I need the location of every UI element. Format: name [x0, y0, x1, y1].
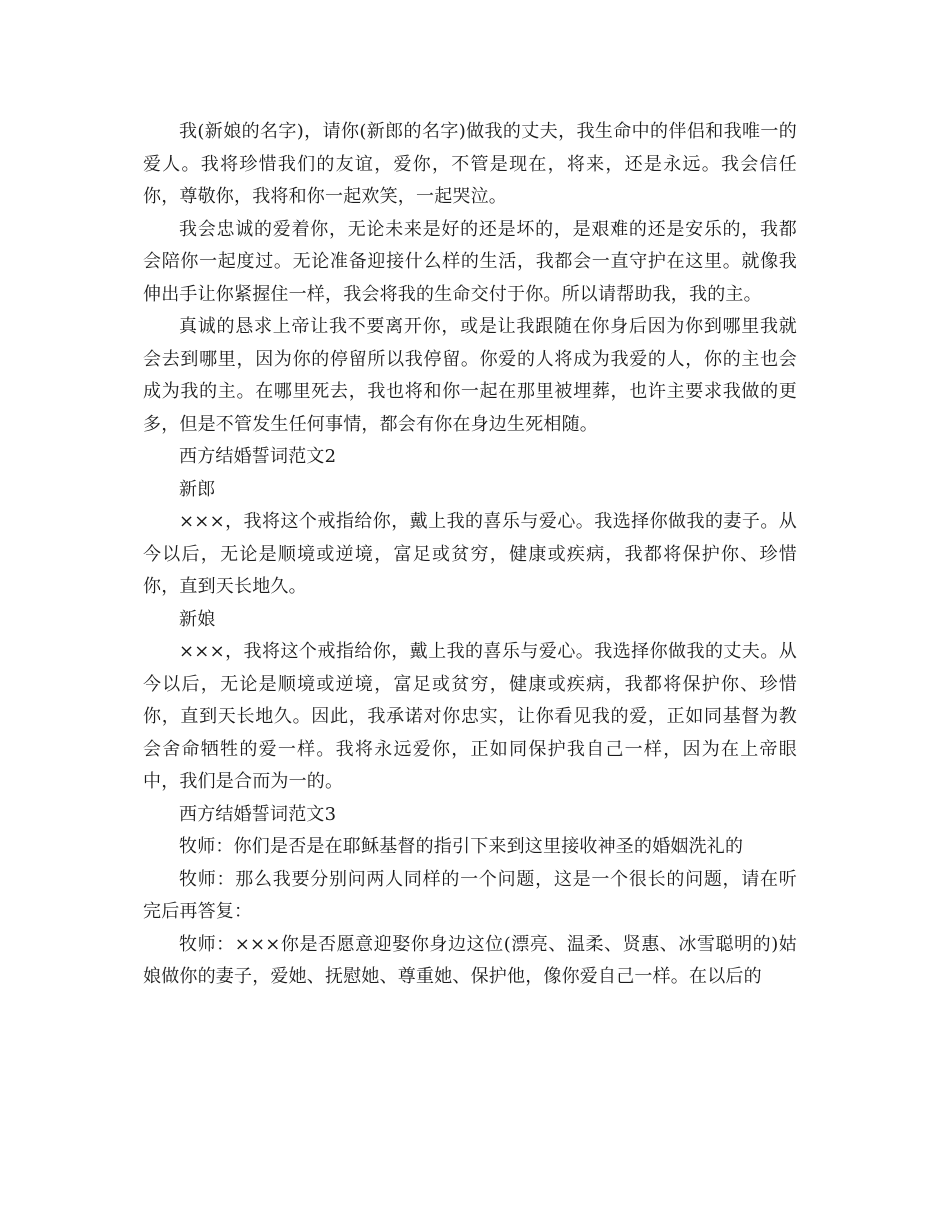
document-body: [143, 116, 797, 994]
paragraph-groom-ring-vow: ×××，我将这个戒指给你，戴上我的喜乐与爱心。我选择你做我的妻子。从今以后，无论是顺境或逆境，富足或贫穷，健康或疾病，我都将保护你、珍惜你，直到天长地久。: [143, 511, 797, 597]
paragraph-bride-vow-follow: 真诚的恳求上帝让我不要离开你，或是让我跟随在你身后因为你到哪里我就会去到哪里，因为你的停留所以我停留。你爱的人将成为我爱的人，你的主也会成为我的主。在哪里死去，我也将和你一起在那里被埋葬，也许主要求我做的更多，但是不管发生任何事情，都会有你在身边生死相随。: [143, 316, 797, 435]
paragraph-bride-ring-vow: ×××，我将这个戒指给你，戴上我的喜乐与爱心。我选择你做我的丈夫。从今以后，无论是顺境或逆境，富足或贫穷，健康或疾病，我都将保护你、珍惜你，直到天长地久。因此，我承诺对你忠实，让你看见我的爱，正如同基督为教会舍命牺牲的爱一样。我将永远爱你，正如同保护我自己一样，因为在上帝眼中，我们是合而为一的。: [143, 641, 797, 792]
paragraph-bride-vow-intro: 我(新娘的名字)，请你(新郎的名字)做我的丈夫，我生命中的伴侣和我唯一的爱人。我将珍惜我们的友谊，爱你，不管是现在，将来，还是永远。我会信任你，尊敬你，我将和你一起欢笑，一起哭泣。: [143, 121, 797, 207]
section-heading-sample-3: 西方结婚誓词范文3: [179, 803, 337, 825]
paragraph-pastor-question-1: 牧师：你们是否是在耶稣基督的指引下来到这里接收神圣的婚姻洗礼的: [179, 836, 744, 857]
subheading-groom: 新郎: [179, 478, 216, 500]
paragraph-bride-vow-loyalty: 我会忠诚的爱着你，无论未来是好的还是坏的，是艰难的还是安乐的，我都会陪你一起度过。无论准备迎接什么样的生活，我都会一直守护在这里。就像我伸出手让你紧握住一样，我会将我的生命交付于你。所以请帮助我，我的主。: [143, 218, 797, 305]
subheading-bride: 新娘: [179, 608, 216, 630]
paragraph-pastor-question-2: 牧师：那么我要分别问两人同样的一个问题，这是一个很长的问题，请在听完后再答复：: [143, 868, 797, 922]
paragraph-pastor-question-3: 牧师：×××你是否愿意迎娶你身边这位(漂亮、温柔、贤惠、冰雪聪明的)姑娘做你的妻子，爱她、抚慰她、尊重她、保护他，像你爱自己一样。在以后的: [143, 933, 797, 987]
section-heading-sample-2: 西方结婚誓词范文2: [179, 446, 337, 467]
